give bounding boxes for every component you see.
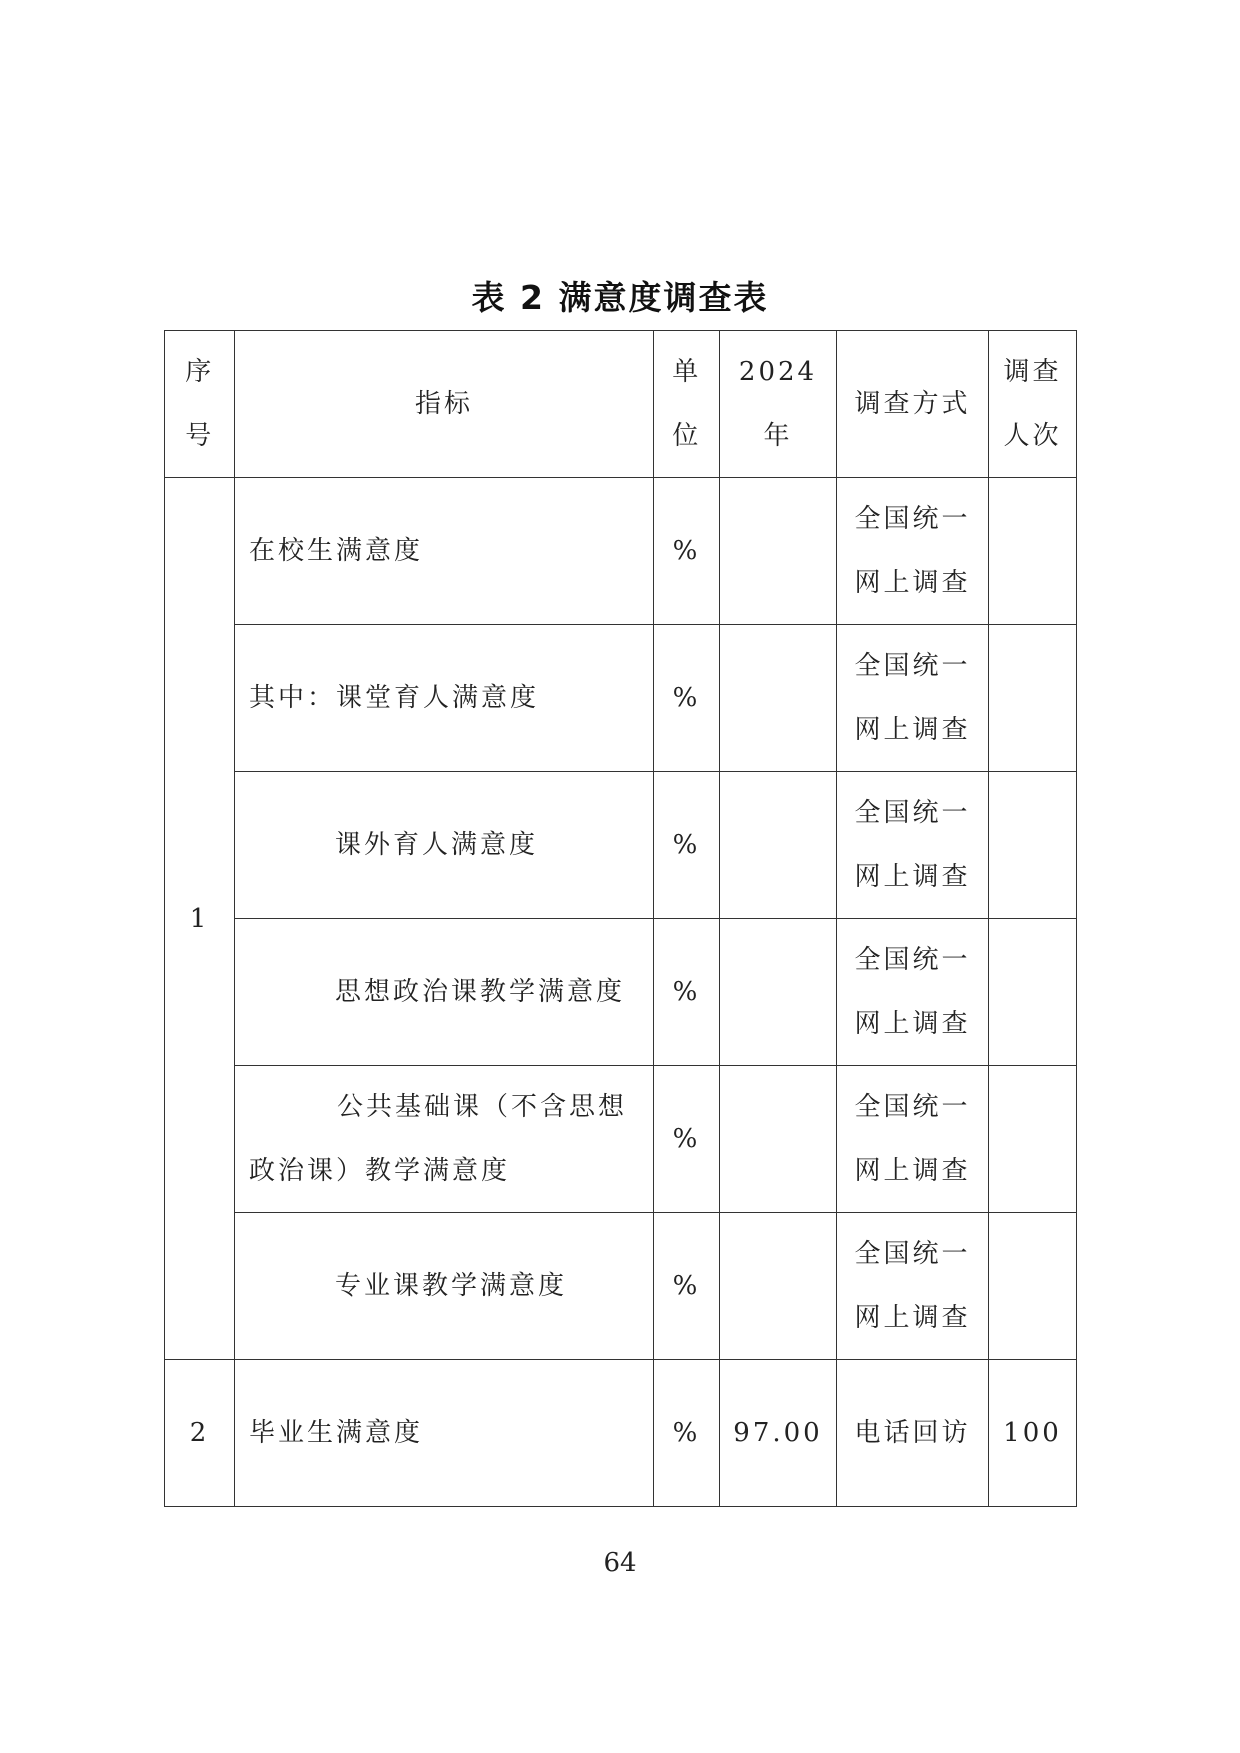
unit-cell: % [654,1213,720,1360]
unit-cell: % [654,478,720,625]
page-number: 64 [603,1548,637,1578]
value-cell [720,772,837,919]
indicator-cell: 专业课教学满意度 [235,1213,654,1360]
header-seq: 序号 [165,331,235,478]
indicator-cell: 公共基础课（不含思想政治课）教学满意度 [235,1066,654,1213]
header-year: 2024 年 [720,331,837,478]
count-cell [989,478,1077,625]
table-row [165,919,1077,1066]
indicator-cell: 其中：课堂育人满意度 [235,625,654,772]
header-count: 调查人次 [989,331,1077,478]
satisfaction-survey-table [164,330,1077,1507]
method-cell: 电话回访 [837,1360,989,1507]
method-cell: 全国统一网上调查 [837,919,989,1066]
table-row [165,772,1077,919]
table-row [165,1360,1077,1507]
method-cell: 全国统一网上调查 [837,772,989,919]
header-unit: 单位 [654,331,720,478]
header-indicator: 指标 [235,331,654,478]
value-cell [720,1066,837,1213]
unit-cell: % [654,1360,720,1507]
value-cell [720,625,837,772]
seq-cell: 2 [165,1360,235,1507]
method-cell: 全国统一网上调查 [837,1213,989,1360]
count-cell: 100 [989,1360,1077,1507]
table-header-row [165,331,1077,478]
value-cell: 97.00 [720,1360,837,1507]
value-cell [720,478,837,625]
count-cell [989,1066,1077,1213]
seq-cell: 1 [165,478,235,1360]
count-cell [989,625,1077,772]
table-row [165,625,1077,772]
table-row [165,1213,1077,1360]
value-cell [720,919,837,1066]
unit-cell: % [654,772,720,919]
table-row [165,1066,1077,1213]
value-cell [720,1213,837,1360]
indicator-cell: 思想政治课教学满意度 [235,919,654,1066]
indicator-cell: 毕业生满意度 [235,1360,654,1507]
indicator-cell: 课外育人满意度 [235,772,654,919]
method-cell: 全国统一网上调查 [837,478,989,625]
unit-cell: % [654,919,720,1066]
unit-cell: % [654,625,720,772]
header-method: 调查方式 [837,331,989,478]
unit-cell: % [654,1066,720,1213]
count-cell [989,919,1077,1066]
method-cell: 全国统一网上调查 [837,1066,989,1213]
indicator-cell: 在校生满意度 [235,478,654,625]
count-cell [989,772,1077,919]
method-cell: 全国统一网上调查 [837,625,989,772]
table-title: 表 2 满意度调查表 [471,278,769,317]
count-cell [989,1213,1077,1360]
table-row [165,478,1077,625]
